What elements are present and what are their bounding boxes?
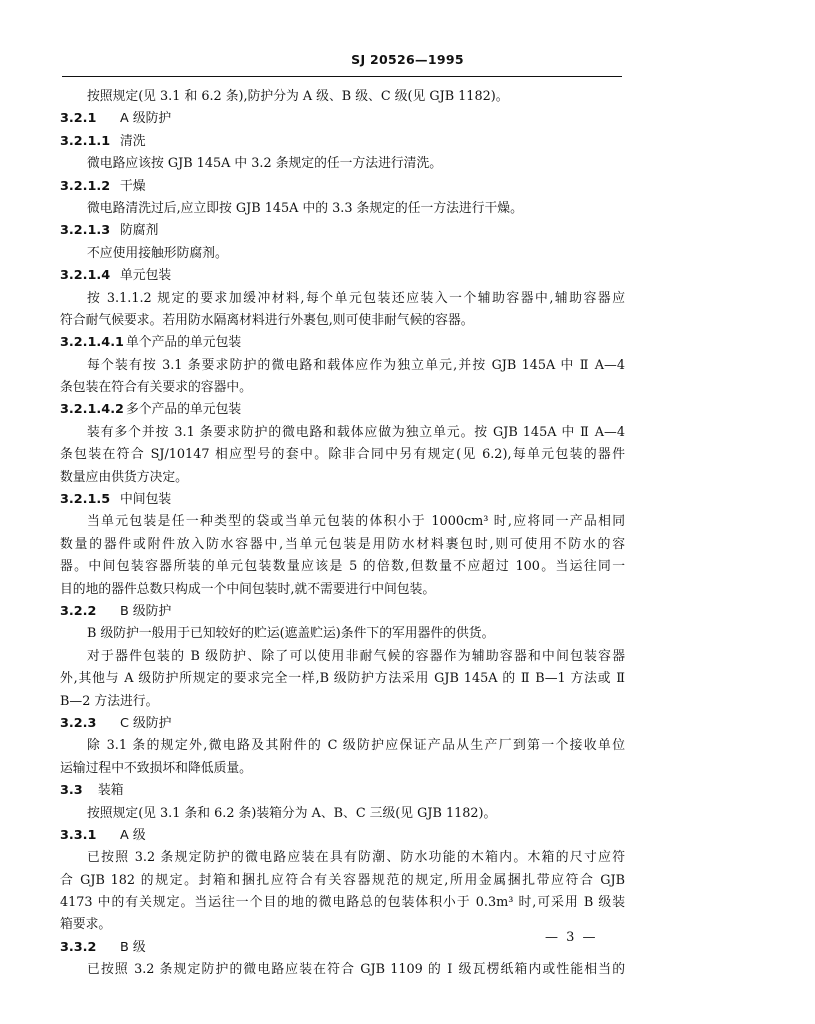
paragraph-line: 条包装在符合有关要求的容器中。 <box>60 380 252 396</box>
paragraph-line: B—2 方法进行。 <box>60 693 159 709</box>
section-title: A 级 <box>120 827 146 843</box>
paragraph-line: 微电路清洗过后,应立即按 GJB 145A 中的 3.3 条规定的任一方法进行干燥。 <box>87 200 523 216</box>
paragraph-line: 合 GJB 182 的规定。封箱和捆扎应符合有关容器规范的规定,所用金属捆扎带应符合 GJB <box>60 872 625 888</box>
paragraph-line: 除 3.1 条的规定外,微电路及其附件的 C 级防护应保证产品从生产厂到第一个接收单位 <box>87 738 625 754</box>
section-number: 3.2.1.4.1 <box>60 335 124 351</box>
section-title: 干燥 <box>120 178 146 194</box>
section-heading-3-2-1 <box>60 108 625 130</box>
section-title: 多个产品的单元包装 <box>126 402 242 418</box>
paragraph-line: 数量应由供货方决定。 <box>60 469 188 485</box>
paragraph-line: 当单元包装是任一种类型的袋或当单元包装的体积小于 1000cm³ 时,应将同一产品相同 <box>87 514 625 530</box>
section-heading-3-3-1 <box>60 825 625 847</box>
section-number: 3.2.3 <box>60 715 97 731</box>
section-number: 3.2.1.2 <box>60 178 111 194</box>
section-heading-3-3 <box>60 780 625 802</box>
section-title: C 级防护 <box>120 715 172 731</box>
paragraph-line: 箱要求。 <box>60 917 112 933</box>
paragraph-line: 微电路应该按 GJB 145A 中 3.2 条规定的任一方法进行清洗。 <box>87 156 443 172</box>
section-heading-3-2-1-4-1 <box>60 332 625 354</box>
section-heading-3-3-2 <box>60 937 625 959</box>
section-heading-3-2-2 <box>60 601 625 623</box>
section-heading-3-2-1-2 <box>60 176 625 198</box>
section-number: 3.2.1 <box>60 111 97 127</box>
paragraph-line: 条包装在符合 SJ/10147 相应型号的套中。除非合同中另有规定(见 6.2),每单元包装的器件 <box>60 447 625 463</box>
paragraph-line: B 级防护一般用于已知较好的贮运(遮盖贮运)条件下的军用器件的供货。 <box>87 626 495 642</box>
header-rule <box>62 76 622 77</box>
page-number: — 3 — <box>545 930 598 945</box>
paragraph-line: 每个装有按 3.1 条要求防护的微电路和载体应作为独立单元,并按 GJB 145A 中 Ⅱ A—4 <box>87 357 625 373</box>
document-body <box>60 86 625 982</box>
section-title: B 级防护 <box>120 603 172 619</box>
paragraph-line: 外,其他与 A 级防护所规定的要求完全一样,B 级防护方法采用 GJB 145A 的 Ⅱ B—1 方法或 Ⅱ <box>60 671 625 687</box>
section-title: 防腐剂 <box>120 223 159 239</box>
paragraph-line: 按照规定(见 3.1 条和 6.2 条)装箱分为 A、B、C 三级(见 GJB 1182)。 <box>87 805 497 821</box>
section-number: 3.2.1.4.2 <box>60 402 124 418</box>
section-number: 3.3.1 <box>60 827 97 843</box>
section-title: A 级防护 <box>120 111 172 127</box>
section-number: 3.2.1.5 <box>60 492 111 508</box>
paragraph-line: 不应使用接触形防腐剂。 <box>87 245 228 261</box>
section-title: 装箱 <box>98 783 124 799</box>
section-heading-3-2-1-4-2 <box>60 399 625 421</box>
paragraph-line: 符合耐气候要求。若用防水隔离材料进行外裹包,则可使非耐气候的容器。 <box>60 312 474 328</box>
section-number: 3.3.2 <box>60 939 97 955</box>
standard-number-header: SJ 20526—1995 <box>351 52 464 67</box>
section-title: 中间包装 <box>120 492 172 508</box>
section-heading-3-2-1-3 <box>60 220 625 242</box>
section-number: 3.2.2 <box>60 603 97 619</box>
section-title: 单元包装 <box>120 268 172 284</box>
paragraph-line: 4173 中的有关规定。当运往一个目的地的微电路总的包装体积小于 0.3m³ 时,可采用 B 级装 <box>60 895 625 911</box>
section-heading-3-2-1-1 <box>60 131 625 153</box>
paragraph-line: 对于器件包装的 B 级防护、除了可以使用非耐气候的容器作为辅助容器和中间包装容器 <box>87 648 625 664</box>
paragraph-line: 已按照 3.2 条规定防护的微电路应装在具有防潮、防水功能的木箱内。木箱的尺寸应符 <box>87 850 625 866</box>
section-number: 3.2.1.4 <box>60 268 111 284</box>
section-heading-3-2-1-5 <box>60 489 625 511</box>
section-title: 清洗 <box>120 133 146 149</box>
paragraph-line: 目的地的器件总数只构成一个中间包装时,就不需要进行中间包装。 <box>60 581 436 597</box>
paragraph-line: 器。中间包装容器所装的单元包装数量应该是 5 的倍数,但数量不应超过 100。当运往同一 <box>60 559 625 575</box>
section-heading-3-2-1-4 <box>60 265 625 287</box>
paragraph-line: 运输过程中不致损坏和降低质量。 <box>60 760 252 776</box>
paragraph-line: 按 3.1.1.2 规定的要求加缓冲材料,每个单元包装还应装入一个辅助容器中,辅助容器应 <box>87 290 625 306</box>
section-title: B 级 <box>120 939 146 955</box>
paragraph-line: 装有多个并按 3.1 条要求防护的微电路和载体应做为独立单元。按 GJB 145A 中 Ⅱ A—4 <box>87 424 625 440</box>
paragraph-line: 已按照 3.2 条规定防护的微电路应装在符合 GJB 1109 的 Ⅰ 级瓦楞纸箱内或性能相当的 <box>87 962 625 978</box>
section-heading-3-2-3 <box>60 713 625 735</box>
section-title: 单个产品的单元包装 <box>126 335 242 351</box>
section-number: 3.2.1.1 <box>60 133 111 149</box>
section-number: 3.2.1.3 <box>60 223 111 239</box>
section-number: 3.3 <box>60 783 83 799</box>
paragraph-line: 数量的器件或附件放入防水容器中,当单元包装是用防水材料裹包时,则可使用不防水的容 <box>60 536 625 552</box>
paragraph-line: 按照规定(见 3.1 和 6.2 条),防护分为 A 级、B 级、C 级(见 GJB 1182)。 <box>87 89 509 104</box>
